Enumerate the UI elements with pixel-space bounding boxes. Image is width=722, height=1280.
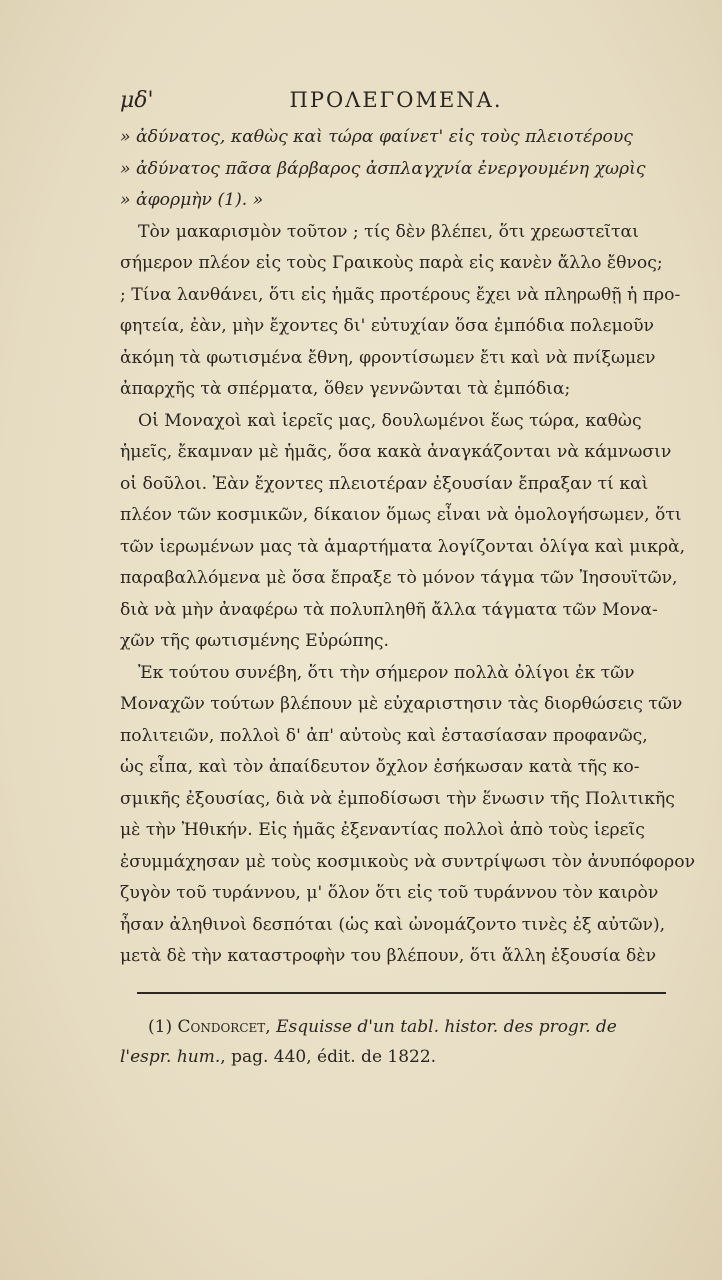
text-line: ἡμεῖς, ἔκαμναν μὲ ἡμᾶς, ὅσα κακὰ ἀναγκάζονται νὰ κάμνωσιν xyxy=(120,442,672,462)
text-line: παραβαλλόμενα μὲ ὅσα ἔπραξε τὸ μόνον τάγμα τῶν Ἰησουϊτῶν, xyxy=(120,568,678,588)
text-line: ζυγὸν τοῦ τυράννου, μ' ὅλον ὅτι εἰς τοῦ τυράννου τὸν καιρὸν xyxy=(120,883,659,903)
text-line: Τὸν μακαρισμὸν τοῦτον ; τίς δὲν βλέπει, ὅτι χρεωστεῖται xyxy=(138,221,639,242)
text-line: ἦσαν ἀληθινοὶ δεσπόται (ὡς καὶ ὠνομάζοντο τινὲς ἐξ αὐτῶν), xyxy=(120,914,666,935)
text-line: ἀπαρχῆς τὰ σπέρματα, ὅθεν γεννῶνται τὰ ἐμπόδια; xyxy=(120,379,571,399)
text-line: διὰ νὰ μὴν ἀναφέρω τὰ πολυπληθῆ ἄλλα τάγματα τῶν Μονα- xyxy=(120,599,658,620)
footnote-title-part2: l'espr. hum. xyxy=(120,1047,221,1067)
text-line: φητεία, ἐὰν, μὴν ἔχοντες δι' εὐτυχίαν ὅσα ἐμπόδια πολεμοῦν xyxy=(120,316,654,336)
text-line: Οἱ Μοναχοὶ καὶ ἱερεῖς μας, δουλωμένοι ἕως τώρα, καθὼς xyxy=(138,410,642,431)
text-line: » ἀφορμὴν (1). » xyxy=(120,190,264,210)
page-number: μδ' xyxy=(120,88,154,113)
footnote xyxy=(120,1012,672,1072)
footnote-author: Condorcet xyxy=(177,1017,266,1037)
page-header xyxy=(120,88,672,118)
text-line: Μοναχῶν τούτων βλέπουν μὲ εὐχαριστησιν τὰς διορθώσεις τῶν xyxy=(120,694,683,714)
footnote-separator xyxy=(137,992,666,994)
text-line: » ἀδύνατος, καθὼς καὶ τώρα φαίνετ' εἰς τοὺς πλειοτέρους xyxy=(120,127,633,147)
text-line: οἱ δοῦλοι. Ἐὰν ἔχοντες πλειοτέραν ἐξουσίαν ἔπραξαν τί καὶ xyxy=(120,473,649,494)
text-line: » ἀδύνατος πᾶσα βάρβαρος ἀσπλαγχνία ἐνεργουμένη χωρὶς xyxy=(120,158,646,179)
text-line: πολιτειῶν, πολλοὶ δ' ἀπ' αὐτοὺς καὶ ἐστασίασαν προφανῶς, xyxy=(120,725,648,746)
footnote-line xyxy=(120,1042,672,1072)
text-line: ; Τίνα λανθάνει, ὅτι εἰς ἡμᾶς προτέρους ἔχει νὰ πληρωθῇ ἡ προ- xyxy=(120,284,681,305)
text-line: ἀκόμη τὰ φωτισμένα ἔθνη, φροντίσωμεν ἔτι καὶ νὰ πνίξωμεν xyxy=(120,347,656,368)
footnote-title-part1: Esquisse d'un tabl. histor. des progr. de xyxy=(276,1017,617,1037)
text-line: μὲ τὴν Ἠθικήν. Εἰς ἡμᾶς ἐξεναντίας πολλοὶ ἀπὸ τοὺς ἱερεῖς xyxy=(120,820,645,840)
text-line: ἐσυμμάχησαν μὲ τοὺς κοσμικοὺς νὰ συντρίψωσι τὸν ἀνυπόφορον xyxy=(120,851,696,872)
text-line: σμικῆς ἐξουσίας, διὰ νὰ ἐμποδίσωσι τὴν ἕνωσιν τῆς Πολιτικῆς xyxy=(120,788,675,809)
running-title: ΠΡΟΛΕΓΟΜΕΝΑ. xyxy=(289,88,503,112)
text-line: ὡς εἶπα, καὶ τὸν ἀπαίδευτον ὄχλον ἐσήκωσαν κατὰ τῆς κο- xyxy=(120,757,640,777)
text-line: σήμερον πλέον εἰς τοὺς Γραικοὺς παρὰ εἰς κανὲν ἄλλο ἔθνος; xyxy=(120,253,663,273)
body-text xyxy=(120,122,696,973)
text-line: χῶν τῆς φωτισμένης Εὐρώπης. xyxy=(120,631,389,651)
footnote-line: (1) Condorcet, Esquisse d'un tabl. histor. des progr. de xyxy=(148,1017,617,1037)
footnote-marker: (1) xyxy=(148,1017,173,1037)
text-line: πλέον τῶν κοσμικῶν, δίκαιον ὅμως εἶναι νὰ ὁμολογήσωμεν, ὅτι xyxy=(120,505,682,525)
footnote-tail: , pag. 440, édit. de 1822. xyxy=(220,1047,437,1067)
text-line: Ἐκ τούτου συνέβη, ὅτι τὴν σήμερον πολλὰ ὀλίγοι ἐκ τῶν xyxy=(138,662,635,683)
text-line: τῶν ἱερωμένων μας τὰ ἁμαρτήματα λογίζονται ὀλίγα καὶ μικρὰ, xyxy=(120,536,686,557)
text-line: μετὰ δὲ τὴν καταστροφὴν του βλέπουν, ὅτι ἄλλη ἐξουσία δὲν xyxy=(120,946,657,966)
